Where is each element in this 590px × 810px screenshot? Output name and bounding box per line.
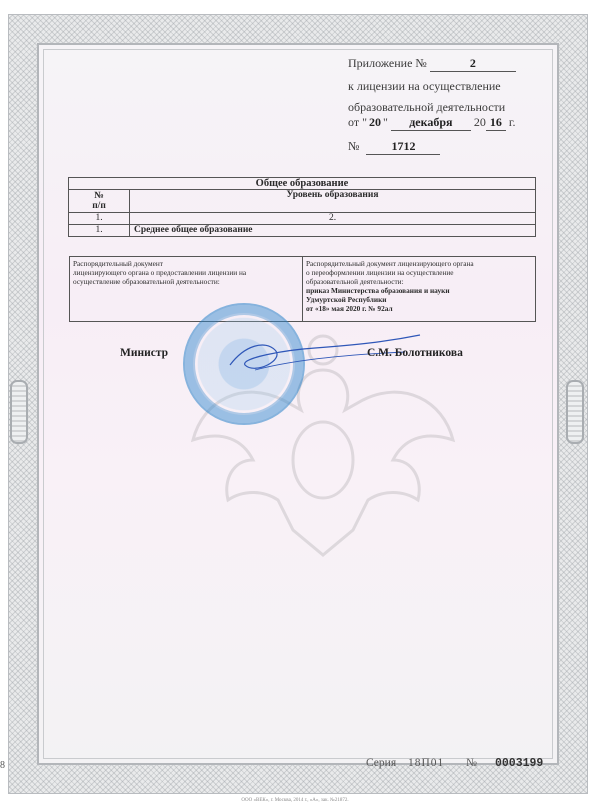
reissuance-document (303, 257, 536, 322)
table-title: Общее образование (69, 178, 536, 190)
license-reference-line: к лицензии на осуществление (348, 79, 501, 93)
appendix-number: 2 (430, 56, 516, 72)
date-year-suffix: 16 (486, 115, 506, 131)
reissuance-order: приказ Министерства образования и науки Удмуртской Республики от «18» мая 2020 г. № 92ал (306, 286, 450, 313)
education-table (68, 177, 536, 237)
table-row (69, 225, 536, 237)
date-year-prefix: 20 (473, 115, 486, 129)
series-value: 18П01 (408, 757, 445, 769)
page-mark: 8 (0, 760, 5, 771)
appendix-line (348, 56, 516, 72)
documents-table (69, 256, 536, 322)
activity-line: образовательной деятельности (348, 100, 506, 114)
appendix-label: Приложение № (348, 56, 427, 70)
date-line (348, 115, 515, 131)
signatory-name: С.М. Болотникова (367, 347, 463, 359)
serial-number-label: № (466, 757, 477, 769)
license-number-line (348, 139, 440, 155)
reissuance-title: Распорядительный документ лицензирующего органа о переоформлении лицензии на осуществление образовательной деятельности: (306, 259, 474, 286)
number-label: № (348, 139, 360, 153)
serial-number: 0003199 (495, 757, 544, 770)
left-ornament (10, 380, 28, 444)
row-number: 1. (69, 225, 130, 237)
table-row (69, 213, 536, 225)
issuance-document: Распорядительный документ лицензирующего органа о предоставлении лицензии на осуществление образовательной деятельности: (70, 257, 303, 322)
date-quote: " (382, 115, 388, 129)
license-number: 1712 (366, 139, 440, 155)
date-year-label: г. (508, 115, 516, 129)
col-level-header: Уровень образования (130, 190, 536, 213)
date-month: декабря (391, 115, 471, 131)
index-cell: 2. (130, 213, 536, 225)
date-prefix: от " (348, 115, 367, 129)
col-number-header: № п/п (69, 190, 130, 213)
printer-footer: ООО «ВЕК», г. Москва, 2014 г., «А», зак. №21872. (241, 798, 349, 803)
row-level: Среднее общее образование (130, 225, 536, 237)
index-cell: 1. (69, 213, 130, 225)
series-label: Серия (366, 757, 397, 769)
date-day: 20 (368, 115, 381, 129)
right-ornament (566, 380, 584, 444)
signatory-position: Министр (120, 347, 169, 359)
